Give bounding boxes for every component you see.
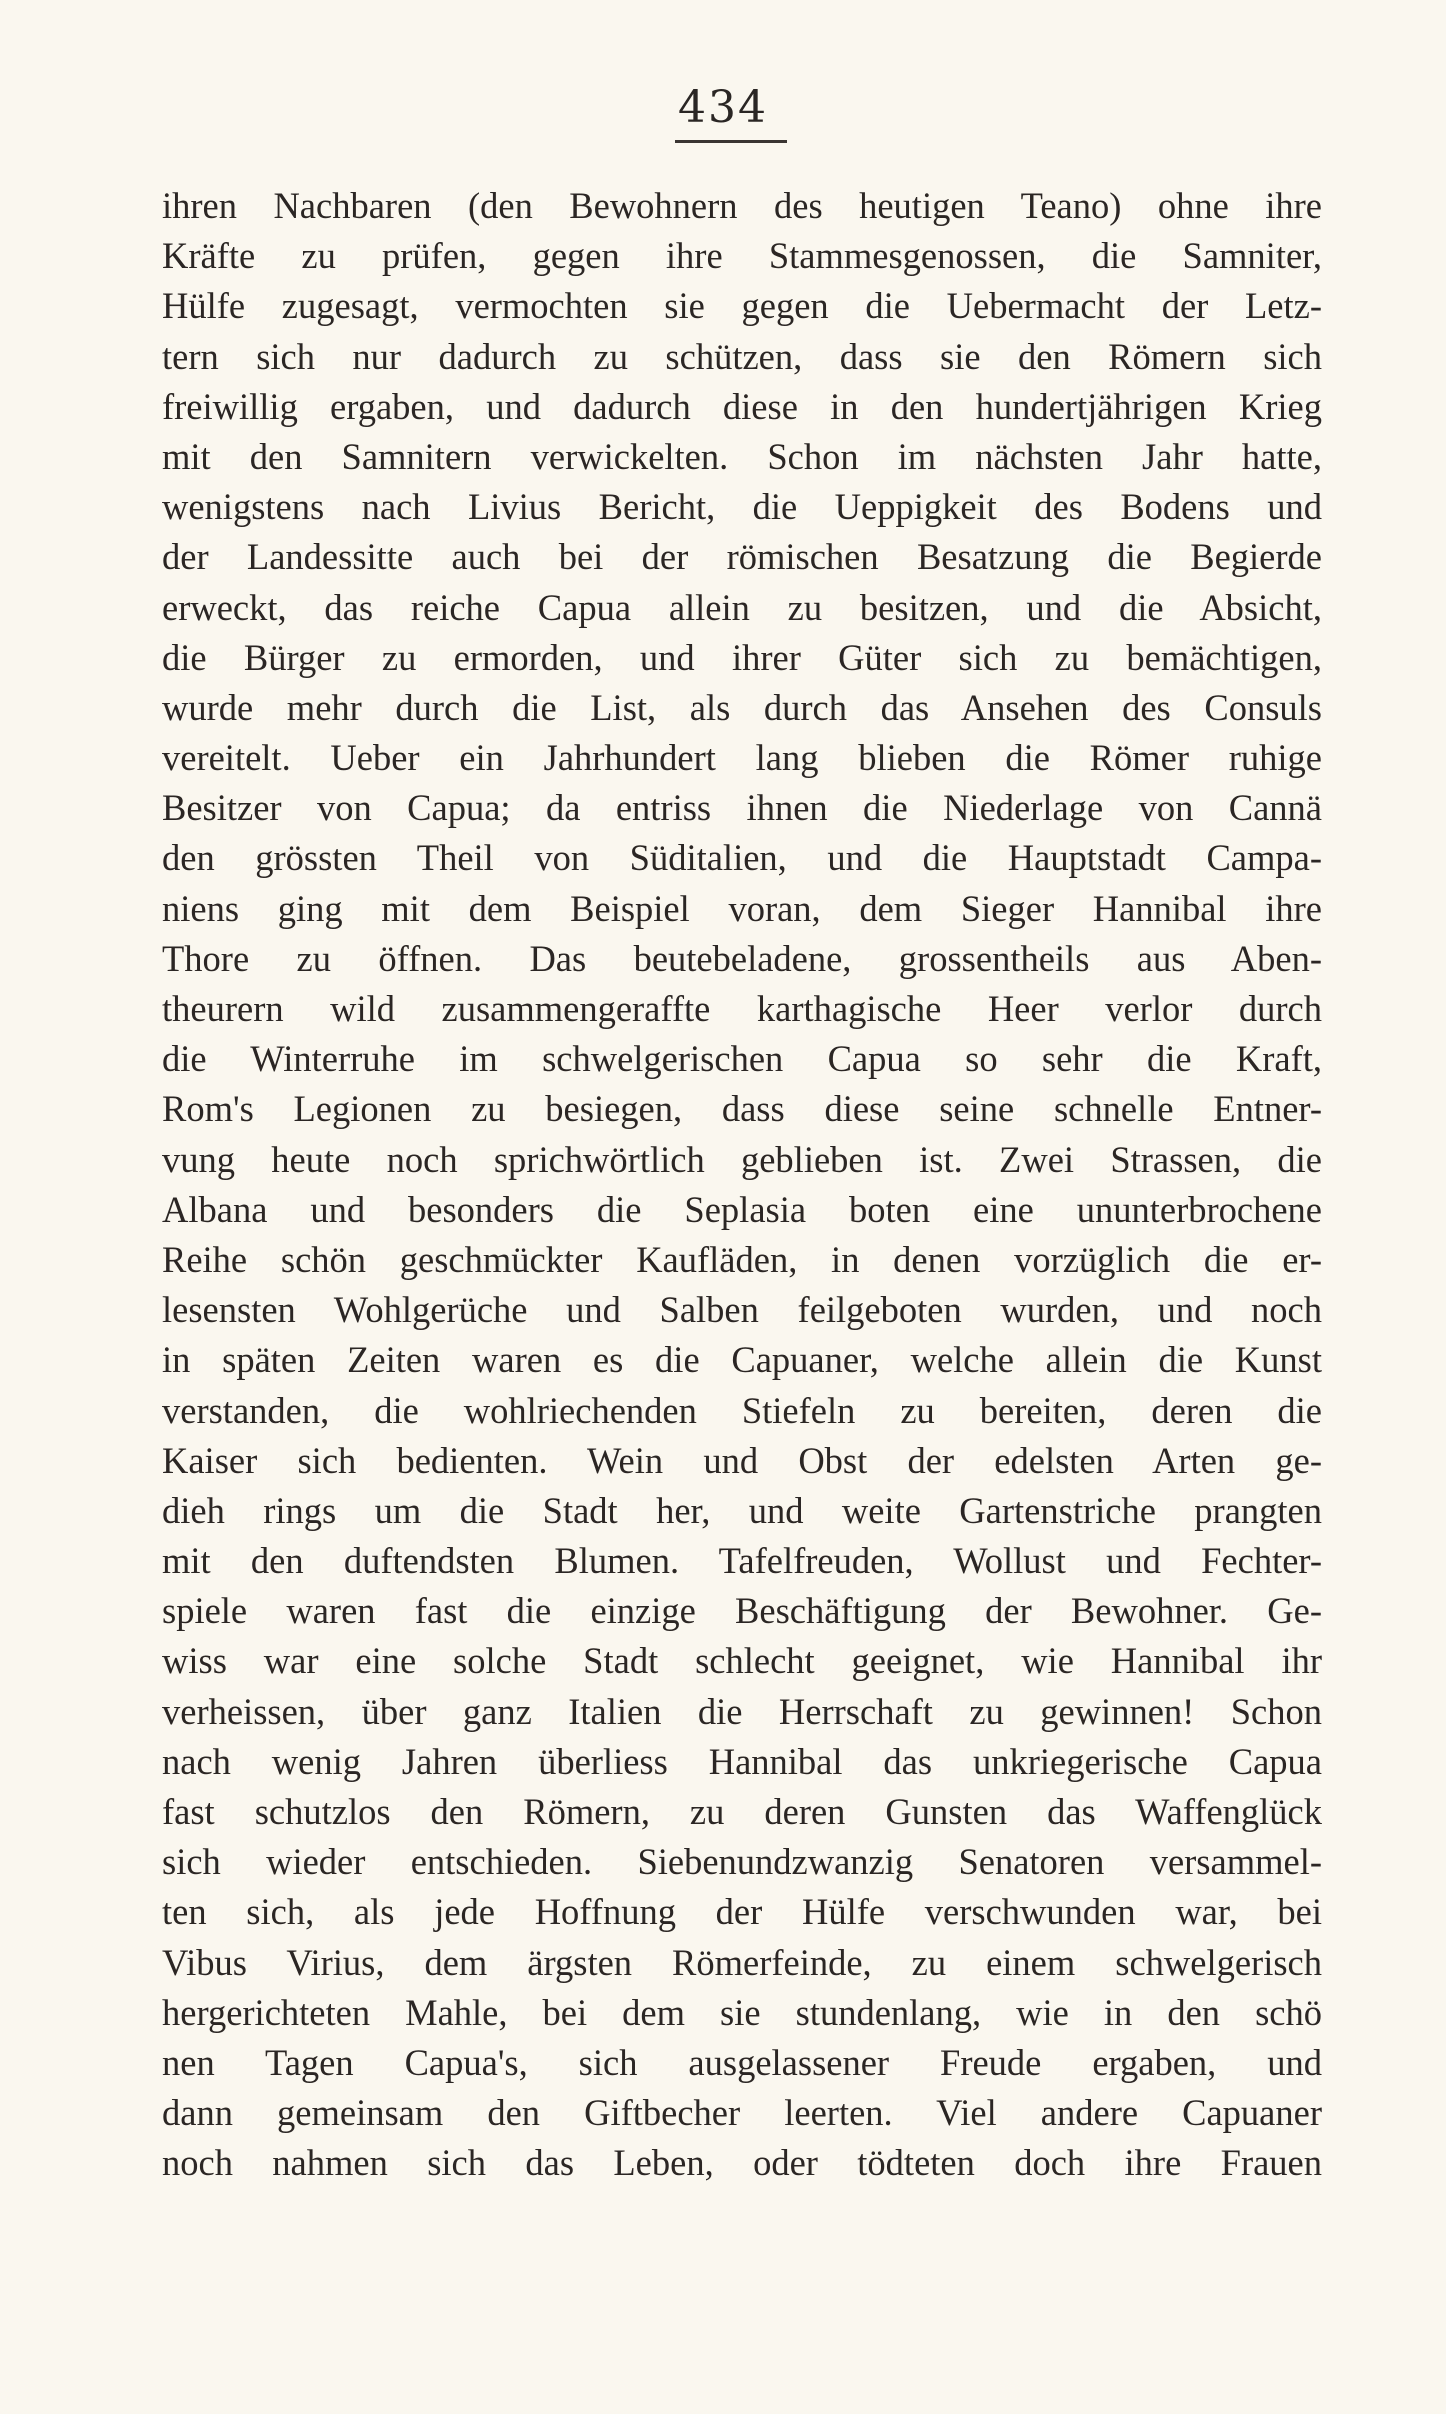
text-line: Albana und besonders die Seplasia boten eine ununterbrochene	[162, 1188, 1322, 1230]
text-line: Kräfte zu prüfen, gegen ihre Stammesgenossen, die Samniter,	[162, 235, 1322, 277]
text-line: freiwillig ergaben, und dadurch diese in den hundertjährigen Krieg	[162, 385, 1322, 427]
text-line: Reihe schön geschmückter Kaufläden, in denen vorzüglich die er-	[162, 1238, 1322, 1280]
text-line: ten sich, als jede Hoffnung der Hülfe verschwunden war, bei	[162, 1891, 1322, 1933]
text-line: dieh rings um die Stadt her, und weite Gartenstriche prangten	[162, 1489, 1322, 1531]
text-line: den grössten Theil von Süditalien, und die Hauptstadt Campa-	[162, 837, 1322, 879]
text-line: nen Tagen Capua's, sich ausgelassener Freude ergaben, und	[162, 2041, 1322, 2083]
text-line: erweckt, das reiche Capua allein zu besitzen, und die Absicht,	[162, 586, 1322, 628]
text-line: ihren Nachbaren (den Bewohnern des heutigen Teano) ohne ihre	[162, 185, 1322, 226]
body-text	[162, 181, 1322, 2189]
text-line: die Winterruhe im schwelgerischen Capua so sehr die Kraft,	[162, 1038, 1322, 1080]
text-line: Besitzer von Capua; da entriss ihnen die Niederlage von Cannä	[162, 787, 1322, 829]
text-line: nach wenig Jahren überliess Hannibal das unkriegerische Capua	[162, 1740, 1322, 1782]
page-number: 434	[678, 82, 768, 133]
text-line: hergerichteten Mahle, bei dem sie stundenlang, wie in den schö	[162, 1991, 1322, 2033]
text-line: mit den Samnitern verwickelten. Schon im nächsten Jahr hatte,	[162, 435, 1322, 477]
text-line: wenigstens nach Livius Bericht, die Ueppigkeit des Bodens und	[162, 486, 1322, 528]
text-line: noch nahmen sich das Leben, oder tödteten doch ihre Frauen	[162, 2142, 1322, 2184]
text-line: spiele waren fast die einzige Beschäftigung der Bewohner. Ge-	[162, 1590, 1322, 1632]
text-line: mit den duftendsten Blumen. Tafelfreuden, Wollust und Fechter-	[162, 1540, 1322, 1582]
text-line: Thore zu öffnen. Das beutebeladene, grossentheils aus Aben-	[162, 937, 1322, 979]
text-line: verstanden, die wohlriechenden Stiefeln zu bereiten, deren die	[162, 1389, 1322, 1431]
text-line: niens ging mit dem Beispiel voran, dem Sieger Hannibal ihre	[162, 887, 1322, 929]
text-line: theurern wild zusammengeraffte karthagische Heer verlor durch	[162, 988, 1322, 1029]
text-line: in späten Zeiten waren es die Capuaner, welche allein die Kunst	[162, 1339, 1322, 1381]
text-line: tern sich nur dadurch zu schützen, dass sie den Römern sich	[162, 335, 1322, 377]
text-line: verheissen, über ganz Italien die Herrschaft zu gewinnen! Schon	[162, 1690, 1322, 1732]
text-line: vung heute noch sprichwörtlich geblieben ist. Zwei Strassen, die	[162, 1138, 1322, 1180]
page-number-underline	[675, 140, 787, 143]
text-line: Rom's Legionen zu besiegen, dass diese seine schnelle Entner-	[162, 1088, 1322, 1130]
text-line: Kaiser sich bedienten. Wein und Obst der edelsten Arten ge-	[162, 1439, 1322, 1481]
text-line: die Bürger zu ermorden, und ihrer Güter sich zu bemächtigen,	[162, 636, 1322, 678]
text-line: dann gemeinsam den Giftbecher leerten. Viel andere Capuaner	[162, 2092, 1322, 2134]
text-line: wurde mehr durch die List, als durch das Ansehen des Consuls	[162, 686, 1322, 728]
text-line: vereitelt. Ueber ein Jahrhundert lang blieben die Römer ruhige	[162, 737, 1322, 779]
text-line: sich wieder entschieden. Siebenundzwanzig Senatoren versammel-	[162, 1841, 1322, 1883]
text-line: Hülfe zugesagt, vermochten sie gegen die Uebermacht der Letz-	[162, 285, 1322, 327]
text-line: Vibus Virius, dem ärgsten Römerfeinde, zu einem schwelgerisch	[162, 1941, 1322, 1983]
text-line: der Landessitte auch bei der römischen Besatzung die Begierde	[162, 536, 1322, 578]
text-line: lesensten Wohlgerüche und Salben feilgeboten wurden, und noch	[162, 1289, 1322, 1331]
text-line: wiss war eine solche Stadt schlecht geeignet, wie Hannibal ihr	[162, 1640, 1322, 1682]
text-line: fast schutzlos den Römern, zu deren Gunsten das Waffenglück	[162, 1791, 1322, 1832]
